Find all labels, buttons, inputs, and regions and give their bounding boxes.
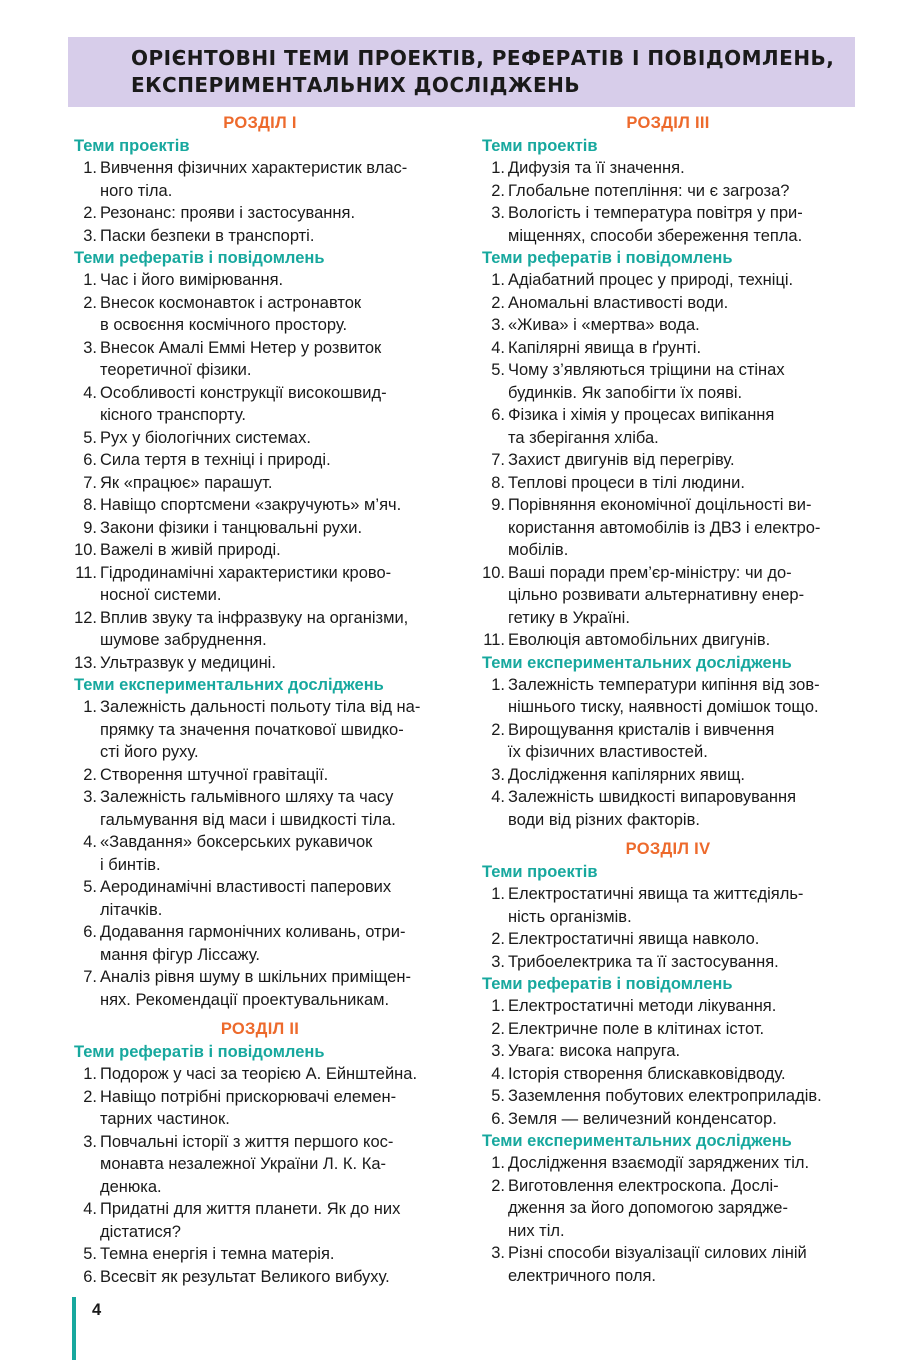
topic-text-line: Особливості конструкції високошвид- (100, 383, 387, 402)
topic-number: 3. (491, 952, 505, 971)
topic-text (100, 696, 446, 764)
topic-item (74, 1266, 446, 1289)
topic-item (74, 1131, 446, 1199)
topic-item (482, 269, 854, 292)
section-title: РОЗДІЛ ІV (625, 840, 711, 858)
topic-item (482, 629, 854, 652)
topic-number: 1. (491, 885, 505, 903)
topic-text-line: Придатні для життя планети. Як до них (100, 1200, 401, 1218)
topic-text (100, 966, 446, 1011)
topic-text-line: носної системи. (100, 586, 222, 604)
topic-text (100, 1198, 446, 1243)
topic-text-line: Капілярні явища в ґрунті. (508, 338, 702, 357)
topic-text-line: в освоєння космічного простору. (100, 316, 348, 334)
footer-accent-bar (72, 1297, 76, 1360)
topic-text-line: Темна енергія і темна матерія. (100, 1245, 335, 1263)
topic-text-line: денюка. (100, 1177, 162, 1196)
topic-item (74, 225, 446, 248)
topic-number: 10. (482, 563, 505, 582)
topic-text (100, 1086, 446, 1131)
topic-text-line: електричного поля. (508, 1266, 656, 1285)
group-heading: Теми проектів (482, 863, 598, 881)
topic-item (74, 157, 446, 202)
topic-number: 4. (83, 1200, 97, 1218)
topic-text (100, 1243, 446, 1266)
topic-text-line: ність організмів. (508, 907, 632, 926)
topic-item (74, 292, 446, 337)
topic-number: 5. (83, 428, 97, 447)
topic-item (74, 1198, 446, 1243)
topic-text (508, 359, 854, 404)
topic-item (482, 157, 854, 180)
topic-item (74, 876, 446, 921)
topic-item (482, 1242, 854, 1287)
topic-text-line: літачків. (100, 900, 163, 919)
topic-text-line: нішнього тиску, наявності домішок тощо. (508, 698, 819, 716)
page-title-line-1: ОРІЄНТОВНІ ТЕМИ ПРОЕКТІВ, РЕФЕРАТІВ І ПОВІДОМЛЕНЬ, (131, 46, 835, 70)
topic-text (100, 494, 446, 517)
topic-number: 3. (491, 765, 505, 784)
topic-text-line: теоретичної фізики. (100, 361, 252, 379)
group-heading: Теми проектів (74, 137, 190, 155)
topic-item (482, 786, 854, 831)
topic-item (482, 719, 854, 764)
topic-text-line: Внесок Амалі Еммі Нетер у розвиток (100, 338, 382, 357)
topic-text (100, 157, 446, 202)
topic-text-line: гальмування від маси і швидкості тіла. (100, 810, 396, 829)
topic-text-line: мання фігур Ліссажу. (100, 945, 260, 964)
topic-text-line: Вологість і температура повітря у при- (508, 204, 803, 222)
topic-text-line: Електричне поле в клітинах істот. (508, 1019, 765, 1038)
topic-number: 6. (83, 923, 97, 941)
topic-number: 12. (74, 608, 97, 627)
topic-text (100, 921, 446, 966)
topic-text (508, 1040, 854, 1063)
topic-number: 6. (83, 1267, 97, 1286)
group-heading: Теми експериментальних досліджень (482, 653, 792, 672)
topic-text-line: Аномальні властивості води. (508, 293, 729, 312)
topic-list (482, 269, 854, 652)
topic-text-line: Гідродинамічні характеристики крово- (100, 563, 392, 582)
topic-number: 10. (74, 541, 97, 559)
topic-item (74, 269, 446, 292)
topic-text (508, 1063, 854, 1086)
topic-text-line: Виготовлення електроскопа. Дослі- (508, 1176, 779, 1195)
topic-text-line: Закони фізики і танцювальні рухи. (100, 518, 363, 537)
topic-text-line: Чому з’являються тріщини на стінах (508, 361, 785, 379)
topic-text (100, 607, 446, 652)
topic-number: 3. (83, 338, 97, 357)
topic-text-line: Історія створення блискавковідводу. (508, 1064, 786, 1083)
topic-text (508, 764, 854, 787)
title-banner (68, 37, 855, 107)
topic-text (508, 883, 854, 928)
topic-item (74, 966, 446, 1011)
topic-text-line: прямку та значення початкової швидко- (100, 720, 404, 739)
group-heading: Теми рефератів і повідомлень (74, 1043, 325, 1061)
topic-text-line: Дослідження капілярних явищ. (508, 765, 746, 784)
topic-text-line: Різні способи візуалізації силових ліній (508, 1244, 807, 1262)
topic-item (482, 359, 854, 404)
topic-list (482, 883, 854, 973)
topic-text-line: Залежність дальності польоту тіла від на- (100, 698, 421, 716)
topic-number: 1. (491, 271, 505, 289)
topic-text (508, 674, 854, 719)
topic-text (508, 1242, 854, 1287)
topic-number: 2. (491, 930, 505, 948)
topic-text (100, 539, 446, 562)
topic-item (74, 831, 446, 876)
topic-text-line: Рух у біологічних системах. (100, 428, 311, 447)
topic-number: 1. (491, 159, 505, 177)
topic-text-line: Порівняння економічної доцільності ви- (508, 496, 812, 514)
topic-text-line: сті його руху. (100, 743, 199, 761)
topic-text (100, 449, 446, 472)
topic-text (100, 876, 446, 921)
topic-item (482, 1018, 854, 1041)
topic-number: 13. (74, 653, 97, 672)
topic-item (482, 337, 854, 360)
topic-text-line: «Жива» і «мертва» вода. (508, 316, 700, 334)
topic-item (482, 1063, 854, 1086)
topic-text-line: Вивчення фізичних характеристик влас- (100, 159, 408, 177)
topic-item (482, 202, 854, 247)
topic-number: 3. (83, 788, 97, 806)
topic-text-line: Дифузія та її значення. (508, 159, 685, 177)
topic-text-line: їх фізичних властивостей. (508, 743, 708, 761)
topic-text (508, 449, 854, 472)
topic-item (74, 696, 446, 764)
topic-list (74, 157, 446, 247)
topic-item (482, 1152, 854, 1175)
topic-text-line: Дослідження взаємодії заряджених тіл. (508, 1154, 810, 1172)
topic-text-line: Час і його вимірювання. (100, 271, 284, 289)
left-column (74, 111, 446, 1288)
topic-text-line: Глобальне потепління: чи є загроза? (508, 181, 790, 200)
topic-number: 2. (491, 1176, 505, 1195)
topic-text (508, 1085, 854, 1108)
topic-number: 2. (83, 293, 97, 312)
topic-item (74, 1063, 446, 1086)
topic-text-line: цільно розвивати альтернативну енер- (508, 586, 805, 604)
topic-item (482, 449, 854, 472)
topic-text-line: Теплові процеси в тілі людини. (508, 473, 745, 492)
topic-text (508, 180, 854, 203)
topic-number: 2. (491, 1019, 505, 1038)
topic-text (100, 427, 446, 450)
topic-text-line: води від різних факторів. (508, 810, 700, 829)
topic-item (74, 382, 446, 427)
topic-text-line: користання автомобілів із ДВЗ і електро- (508, 518, 821, 537)
topic-number: 2. (491, 720, 505, 739)
topic-item (74, 539, 446, 562)
topic-text (508, 951, 854, 974)
topic-text (508, 562, 854, 630)
topic-item (482, 928, 854, 951)
topic-number: 4. (83, 833, 97, 851)
topic-item (482, 674, 854, 719)
topic-text (100, 1131, 446, 1199)
topic-text (508, 928, 854, 951)
topic-number: 1. (83, 159, 97, 177)
topic-number: 6. (491, 406, 505, 424)
topic-number: 1. (491, 997, 505, 1015)
topic-text-line: Як «працює» парашут. (100, 473, 273, 492)
topic-text-line: нях. Рекомендації проектувальникам. (100, 990, 390, 1009)
topic-text (100, 764, 446, 787)
topic-text-line: Еволюція автомобільних двигунів. (508, 631, 771, 649)
topic-number: 9. (491, 496, 505, 514)
topic-number: 3. (83, 1132, 97, 1151)
topic-number: 8. (83, 496, 97, 514)
topic-item (74, 449, 446, 472)
topic-text-line: ного тіла. (100, 181, 173, 200)
topic-item (74, 337, 446, 382)
topic-text (100, 292, 446, 337)
topic-item (74, 921, 446, 966)
topic-item (482, 951, 854, 974)
topic-number: 5. (491, 1087, 505, 1105)
topic-text-line: та зберігання хліба. (508, 428, 659, 447)
topic-text-line: Навіщо потрібні прискорювачі елемен- (100, 1087, 397, 1106)
topic-number: 2. (83, 765, 97, 784)
topic-number: 3. (491, 1244, 505, 1262)
topic-list (482, 157, 854, 247)
topic-text-line: Ваші поради прем’єр-міністру: чи до- (508, 563, 792, 582)
topic-text-line: Адіабатний процес у природі, техніці. (508, 271, 794, 289)
topic-text-line: Сила тертя в техніці і природі. (100, 451, 331, 469)
topic-number: 3. (491, 204, 505, 222)
topic-text-line: Навіщо спортсмени «закручують» м’яч. (100, 496, 402, 514)
topic-number: 6. (83, 451, 97, 469)
topic-text-line: Заземлення побутових електроприладів. (508, 1087, 822, 1105)
topic-text-line: Важелі в живій природі. (100, 541, 281, 559)
topic-item (74, 607, 446, 652)
topic-text-line: Електростатичні методи лікування. (508, 997, 777, 1015)
topic-text (100, 269, 446, 292)
topic-number: 8. (491, 473, 505, 492)
topic-item (482, 1040, 854, 1063)
topic-item (74, 562, 446, 607)
topic-item (74, 1243, 446, 1266)
topic-item (482, 404, 854, 449)
topic-item (482, 1085, 854, 1108)
topic-item (74, 517, 446, 540)
topic-text-line: Аеродинамічні властивості паперових (100, 878, 392, 896)
topic-number: 7. (83, 968, 97, 986)
topic-text-line: Залежність температури кипіння від зов- (508, 675, 820, 694)
topic-text-line: дістатися? (100, 1222, 181, 1241)
topic-list (482, 1152, 854, 1287)
topic-text-line: Фізика і хімія у процесах випікання (508, 406, 775, 424)
topic-text (508, 494, 854, 562)
topic-text-line: Залежність швидкості випаровування (508, 788, 797, 806)
topic-item (482, 494, 854, 562)
topic-text-line: тарних частинок. (100, 1110, 230, 1128)
topic-text (508, 202, 854, 247)
topic-item (482, 292, 854, 315)
topic-item (482, 562, 854, 630)
topic-item (482, 764, 854, 787)
section-title: РОЗДІЛ ІІІ (626, 114, 710, 132)
topic-text-line: будинків. Як запобігти їх появі. (508, 383, 743, 402)
topic-number: 3. (491, 1042, 505, 1060)
right-column (482, 111, 854, 1287)
topic-text-line: Створення штучної гравітації. (100, 765, 329, 784)
topic-number: 2. (83, 204, 97, 222)
section-title: РОЗДІЛ І (223, 114, 297, 132)
topic-number: 3. (83, 226, 97, 245)
topic-text-line: «Завдання» боксерських рукавичок (100, 833, 373, 851)
topic-text-line: Вплив звуку та інфразвуку на організми, (100, 608, 409, 627)
topic-text-line: Трибоелектрика та її застосування. (508, 952, 779, 971)
group-heading: Теми експериментальних досліджень (74, 676, 384, 694)
topic-text-line: міщеннях, способи збереження тепла. (508, 226, 803, 245)
topic-text-line: монавта незалежної України Л. К. Ка- (100, 1155, 386, 1173)
topic-number: 5. (83, 878, 97, 896)
topic-number: 6. (491, 1109, 505, 1128)
topic-text (508, 1108, 854, 1131)
topic-text-line: Паски безпеки в транспорті. (100, 226, 315, 245)
topic-text (508, 404, 854, 449)
topic-item (482, 180, 854, 203)
topic-item (74, 427, 446, 450)
topic-text-line: Аналіз рівня шуму в шкільних приміщен- (100, 968, 412, 986)
topic-number: 2. (491, 181, 505, 200)
topic-text (100, 786, 446, 831)
topic-text (508, 995, 854, 1018)
topic-number: 5. (491, 361, 505, 379)
topic-text-line: Повчальні історії з життя першого кос- (100, 1132, 394, 1151)
topic-text (100, 225, 446, 248)
topic-number: 7. (491, 451, 505, 469)
topic-text-line: них тіл. (508, 1221, 565, 1240)
topic-list (482, 674, 854, 832)
topic-text-line: кісного транспорту. (100, 406, 246, 424)
topic-text (508, 269, 854, 292)
topic-text-line: Захист двигунів від перегріву. (508, 451, 735, 469)
topic-item (74, 202, 446, 225)
topic-text (508, 314, 854, 337)
topic-text (100, 382, 446, 427)
topic-text (100, 562, 446, 607)
topic-item (74, 494, 446, 517)
topic-text (100, 202, 446, 225)
topic-item (74, 1086, 446, 1131)
topic-text (100, 472, 446, 495)
topic-text-line: Електростатичні явища та життєдіяль- (508, 885, 804, 903)
topic-text (508, 337, 854, 360)
topic-text-line: Всесвіт як результат Великого вибуху. (100, 1267, 390, 1286)
page-number: 4 (92, 1301, 102, 1319)
topic-text-line: Внесок космонавток і астронавток (100, 293, 362, 312)
topic-text (508, 629, 854, 652)
section-title: РОЗДІЛ ІІ (220, 1020, 300, 1038)
topic-item (482, 1108, 854, 1131)
group-heading: Теми рефератів і повідомлень (74, 249, 325, 267)
topic-text (508, 472, 854, 495)
topic-text-line: мобілів. (508, 541, 569, 559)
topic-text (508, 1175, 854, 1243)
topic-item (482, 883, 854, 928)
topic-text (508, 1152, 854, 1175)
group-heading: Теми рефератів і повідомлень (482, 249, 733, 267)
topic-text (100, 831, 446, 876)
topic-text-line: Подорож у часі за теорією А. Ейнштейна. (100, 1065, 418, 1083)
topic-list (482, 995, 854, 1130)
topic-text-line: Увага: висока напруга. (508, 1042, 681, 1060)
group-heading: Теми експериментальних досліджень (482, 1132, 792, 1150)
topic-number: 1. (83, 698, 97, 716)
topic-item (482, 995, 854, 1018)
topic-text (508, 719, 854, 764)
topic-list (74, 1063, 446, 1288)
topic-list (74, 696, 446, 1011)
topic-number: 4. (491, 338, 505, 357)
topic-text (100, 652, 446, 675)
topic-text-line: і бинтів. (100, 855, 161, 874)
group-heading: Теми рефератів і повідомлень (482, 975, 733, 993)
topic-text-line: Земля — величезний конденсатор. (508, 1109, 777, 1128)
topic-number: 1. (491, 1154, 505, 1172)
topic-text-line: Ультразвук у медицині. (100, 653, 276, 672)
topic-list (74, 269, 446, 674)
topic-text-line: Залежність гальмівного шляху та часу (100, 788, 394, 806)
topic-item (74, 472, 446, 495)
topic-item (74, 652, 446, 675)
topic-number: 2. (83, 1087, 97, 1106)
topic-number: 3. (491, 316, 505, 334)
topic-number: 7. (83, 473, 97, 492)
page-title-line-2: ЕКСПЕРИМЕНТАЛЬНИХ ДОСЛІДЖЕНЬ (131, 73, 581, 97)
topic-number: 2. (491, 293, 505, 312)
topic-number: 9. (83, 518, 97, 537)
topic-text-line: дження за його допомогою зарядже- (508, 1199, 788, 1217)
topic-number: 4. (491, 788, 505, 806)
topic-text (508, 786, 854, 831)
topic-text (100, 1266, 446, 1289)
topic-number: 11. (75, 563, 97, 582)
topic-text-line: Додавання гармонічних коливань, отри- (100, 923, 406, 941)
topic-item (482, 1175, 854, 1243)
topic-text (100, 337, 446, 382)
topic-item (482, 314, 854, 337)
topic-number: 1. (83, 271, 97, 289)
group-heading: Теми проектів (482, 137, 598, 155)
topic-text-line: Резонанс: прояви і застосування. (100, 204, 356, 222)
topic-number: 1. (83, 1065, 97, 1083)
topic-text (508, 157, 854, 180)
topic-text-line: Вирощування кристалів і вивчення (508, 720, 775, 739)
topic-text (100, 1063, 446, 1086)
topic-number: 4. (491, 1064, 505, 1083)
topic-text (100, 517, 446, 540)
topic-item (74, 764, 446, 787)
topic-text-line: шумове забруднення. (100, 631, 267, 649)
topic-item (482, 472, 854, 495)
topic-number: 1. (491, 675, 505, 694)
topic-number: 5. (83, 1245, 97, 1263)
topic-number: 4. (83, 383, 97, 402)
topic-number: 11. (483, 631, 505, 649)
topic-item (74, 786, 446, 831)
topic-text-line: Електростатичні явища навколо. (508, 930, 760, 948)
topic-text-line: гетику в Україні. (508, 608, 630, 627)
topic-text (508, 1018, 854, 1041)
topic-text (508, 292, 854, 315)
